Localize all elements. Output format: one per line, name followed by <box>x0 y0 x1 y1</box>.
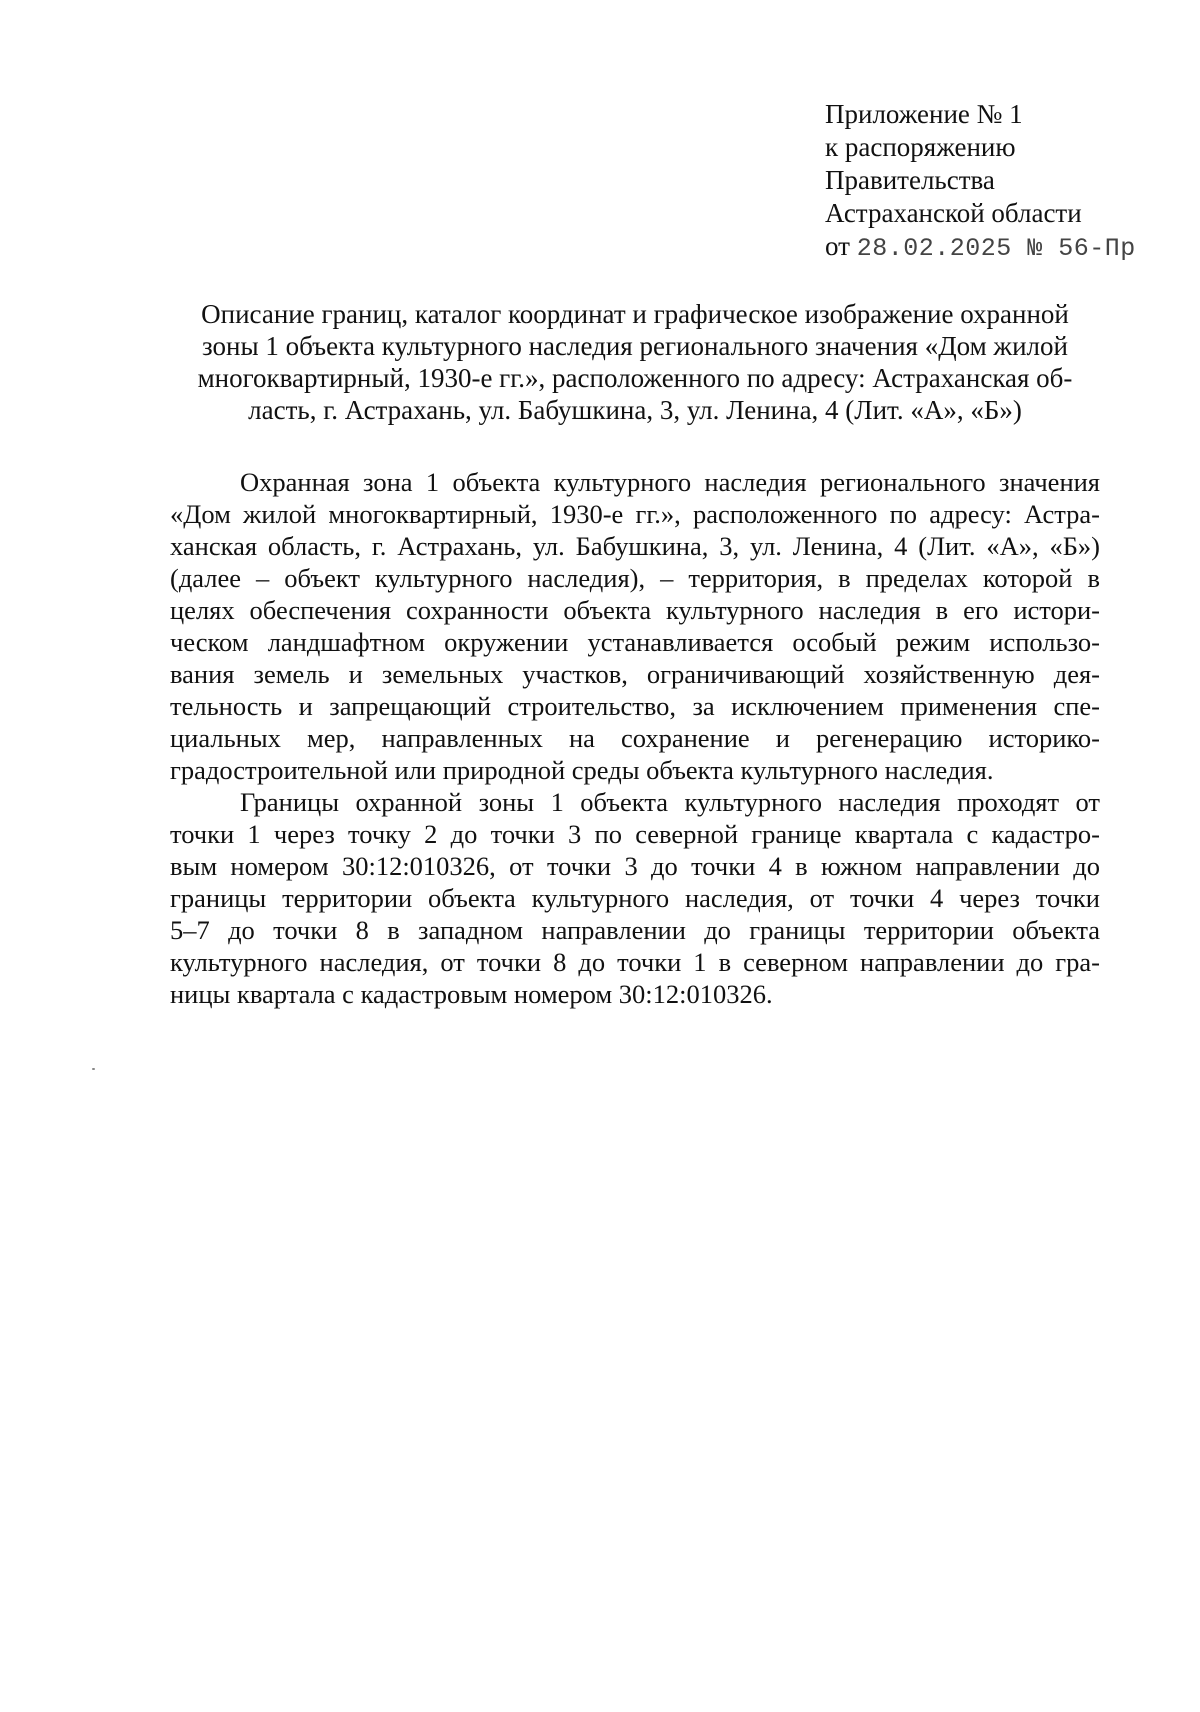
paragraph-line: циальных мер, направленных на сохранение и регенерацию историко- <box>170 723 1100 753</box>
paragraph-line: градостроительной или природной среды объекта культурного наследия. <box>170 755 994 785</box>
scan-speck <box>92 1068 95 1070</box>
paragraph-line: вым номером 30:12:010326, от точки 3 до точки 4 в южном направлении до <box>170 851 1100 881</box>
title-line: многоквартирный, 1930-е гг.», расположенного по адресу: Астраханская об- <box>197 363 1073 393</box>
paragraph-zone-boundaries <box>170 786 1100 1010</box>
paragraph-line: Охранная зона 1 объекта культурного наследия регионального значения <box>240 467 1100 497</box>
title-line: зоны 1 объекта культурного наследия регионального значения «Дом жилой <box>202 331 1068 361</box>
paragraph-protected-zone <box>170 466 1100 786</box>
paragraph-line: культурного наследия, от точки 8 до точки 1 в северном направлении до гра- <box>170 947 1100 977</box>
title-line: Описание границ, каталог координат и графическое изображение охранной <box>201 299 1069 329</box>
paragraph-line: целях обеспечения сохранности объекта культурного наследия в его истори- <box>170 595 1100 625</box>
appendix-line-3: Правительства <box>825 165 995 195</box>
document-body <box>170 466 1100 1010</box>
appendix-reference <box>825 230 1165 265</box>
paragraph-line: ханская область, г. Астрахань, ул. Бабушкина, 3, ул. Ленина, 4 (Лит. «А», «Б») <box>170 531 1100 561</box>
title-line: ласть, г. Астрахань, ул. Бабушкина, 3, ул. Ленина, 4 (Лит. «А», «Б») <box>248 395 1022 425</box>
paragraph-line: Границы охранной зоны 1 объекта культурного наследия проходят от <box>240 787 1100 817</box>
paragraph-line: точки 1 через точку 2 до точки 3 по северной границе квартала с кадастро- <box>170 819 1100 849</box>
paragraph-line: ческом ландшафтном окружении устанавливается особый режим использо- <box>170 627 1100 657</box>
appendix-line-1: Приложение № 1 <box>825 99 1023 129</box>
paragraph-line: вания земель и земельных участков, ограничивающий хозяйственную дея- <box>170 659 1100 689</box>
paragraph-line: границы территории объекта культурного наследия, от точки 4 через точки <box>170 883 1100 913</box>
appendix-line-4: Астраханской области <box>825 198 1082 228</box>
appendix-ref-prefix: от <box>825 231 850 261</box>
paragraph-line: ницы квартала с кадастровым номером 30:12:010326. <box>170 979 773 1009</box>
paragraph-line: (далее – объект культурного наследия), – территория, в пределах которой в <box>170 563 1100 593</box>
appendix-header <box>825 98 1165 265</box>
paragraph-line: 5–7 до точки 8 в западном направлении до границы территории объекта <box>170 915 1100 945</box>
appendix-line-2: к распоряжению <box>825 132 1016 162</box>
document-title <box>170 298 1100 426</box>
appendix-ref-number: 28.02.2025 № 56-Пр <box>856 234 1136 263</box>
paragraph-line: тельность и запрещающий строительство, за исключением применения спе- <box>170 691 1100 721</box>
paragraph-line: «Дом жилой многоквартирный, 1930-е гг.», расположенного по адресу: Астра- <box>170 499 1100 529</box>
